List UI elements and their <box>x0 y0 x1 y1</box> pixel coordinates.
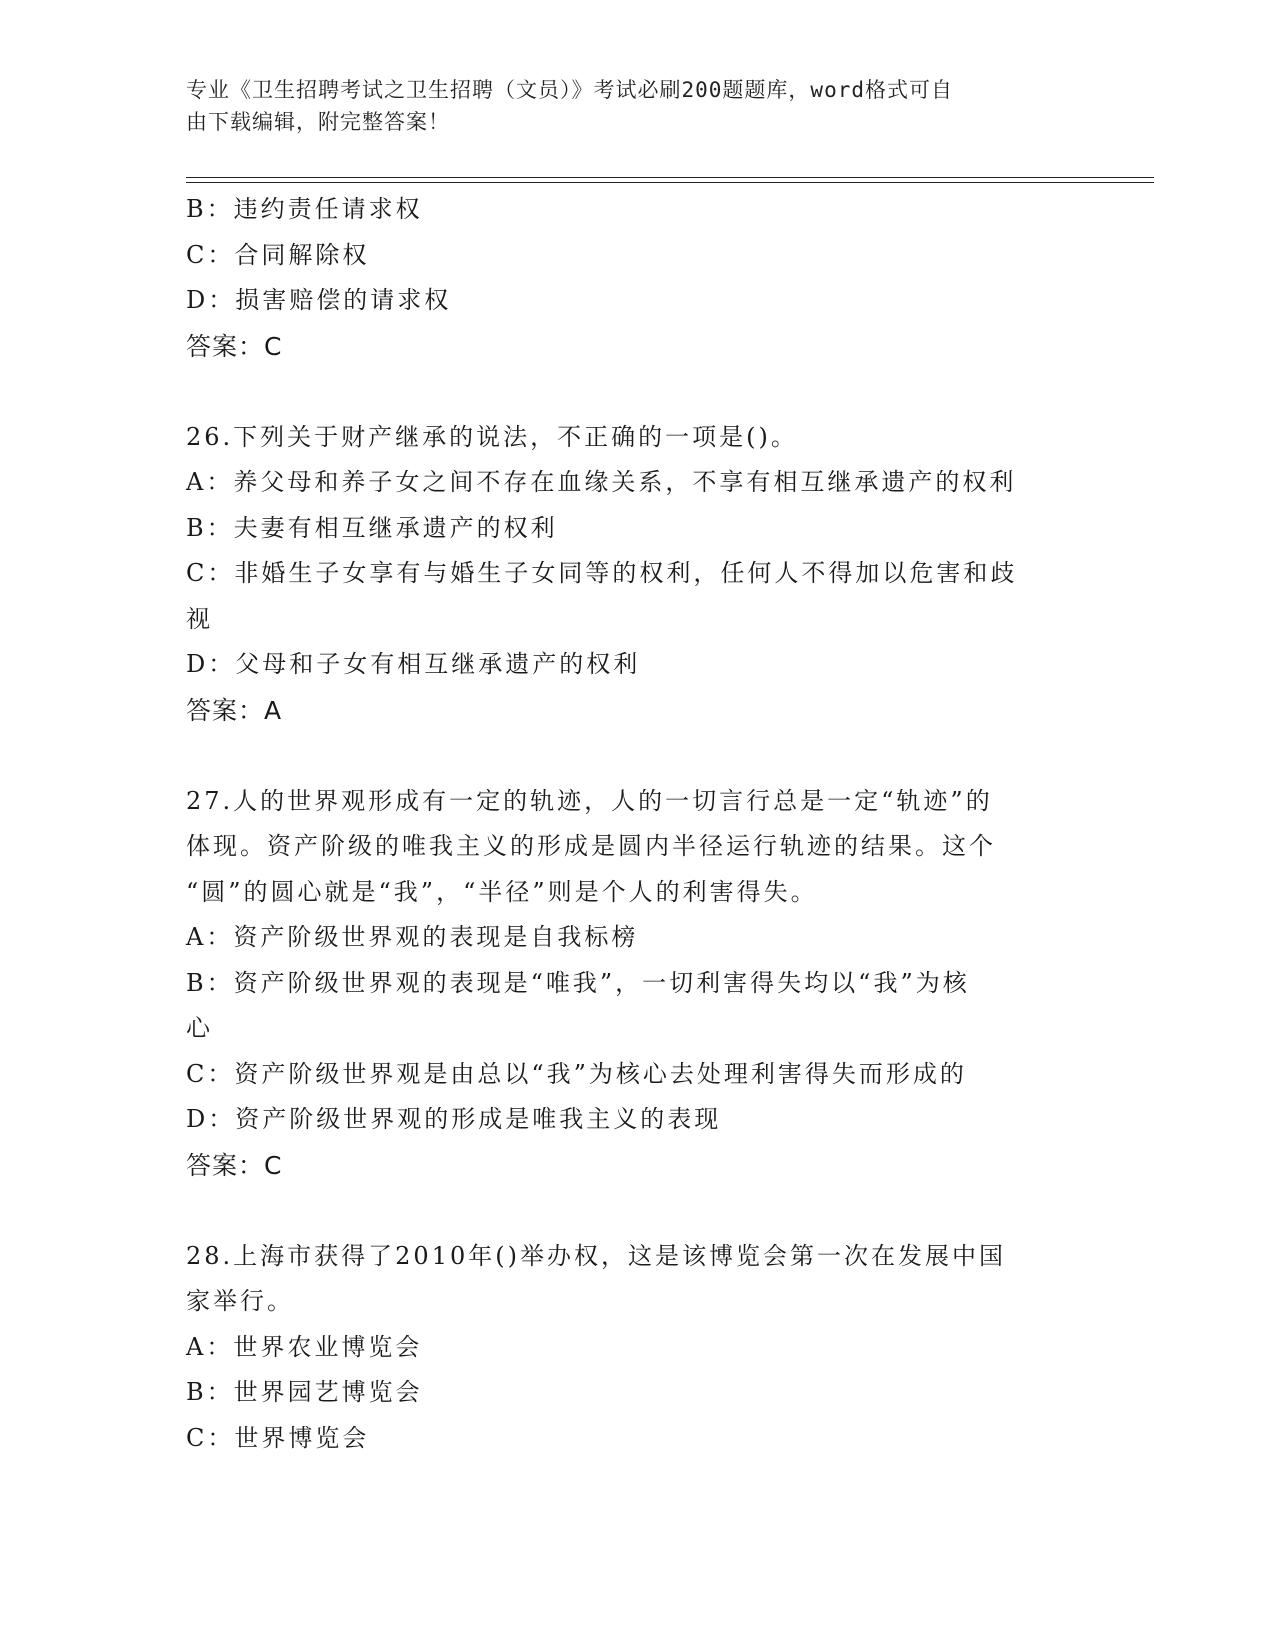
question-28 <box>186 1234 1086 1462</box>
option-c-continued: 视 <box>186 604 213 633</box>
question-stem-continued: “圆”的圆心就是“我”，“半径”则是个人的利害得失。 <box>186 877 818 906</box>
question-stem-continued: 体现。资产阶级的唯我主义的形成是圆内半径运行轨迹的结果。这个 <box>186 832 996 860</box>
question-stem: 28.上海市获得了2010年()举办权，这是该博览会第一次在发展中国 <box>186 1241 1006 1270</box>
question-stem: 27.人的世界观形成有一定的轨迹，人的一切言行总是一定“轨迹”的 <box>186 786 993 815</box>
header-divider-top <box>186 177 1154 178</box>
spacer <box>186 1188 1086 1234</box>
answer-line: 答案：C <box>186 1150 283 1180</box>
option-b: B：违约责任请求权 <box>186 195 423 223</box>
option-a: A：养父母和养子女之间不存在血缘关系，不享有相互继承遗产的权利 <box>186 468 1017 496</box>
option-c: C：合同解除权 <box>186 240 370 269</box>
question-27 <box>186 779 1086 1189</box>
option-d: D：资产阶级世界观的形成是唯我主义的表现 <box>186 1105 722 1133</box>
option-a: A：资产阶级世界观的表现是自我标榜 <box>186 923 639 951</box>
question-25-continuation <box>186 187 1086 369</box>
header-line-1: 专业《卫生招聘考试之卫生招聘（文员）》考试必刷200题题库，word格式可自 <box>186 78 953 102</box>
spacer <box>186 369 1086 415</box>
question-26 <box>186 415 1086 734</box>
header-divider-bottom <box>186 182 1154 183</box>
option-a: A：世界农业博览会 <box>186 1332 423 1361</box>
option-b-continued: 心 <box>186 1014 213 1042</box>
option-b: B：资产阶级世界观的表现是“唯我”，一切利害得失均以“我”为核 <box>186 968 970 997</box>
question-stem: 26.下列关于财产继承的说法，不正确的一项是()。 <box>186 422 798 451</box>
option-c: C：世界博览会 <box>186 1423 370 1452</box>
document-body <box>186 187 1086 1461</box>
option-c: C：非婚生子女享有与婚生子女同等的权利，任何人不得加以危害和歧 <box>186 559 1018 587</box>
option-b: B：世界园艺博览会 <box>186 1378 423 1406</box>
option-c: C：资产阶级世界观是由总以“我”为核心去处理利害得失而形成的 <box>186 1059 967 1088</box>
option-b: B：夫妻有相互继承遗产的权利 <box>186 513 558 542</box>
spacer <box>186 733 1086 779</box>
option-d: D：父母和子女有相互继承遗产的权利 <box>186 650 641 678</box>
document-header <box>186 74 1066 138</box>
answer-line: 答案：A <box>186 695 283 725</box>
header-line-2: 由下载编辑，附完整答案！ <box>186 110 450 134</box>
option-d: D：损害赔偿的请求权 <box>186 286 452 314</box>
answer-line: 答案：C <box>186 331 283 361</box>
question-stem-continued: 家举行。 <box>186 1287 294 1315</box>
